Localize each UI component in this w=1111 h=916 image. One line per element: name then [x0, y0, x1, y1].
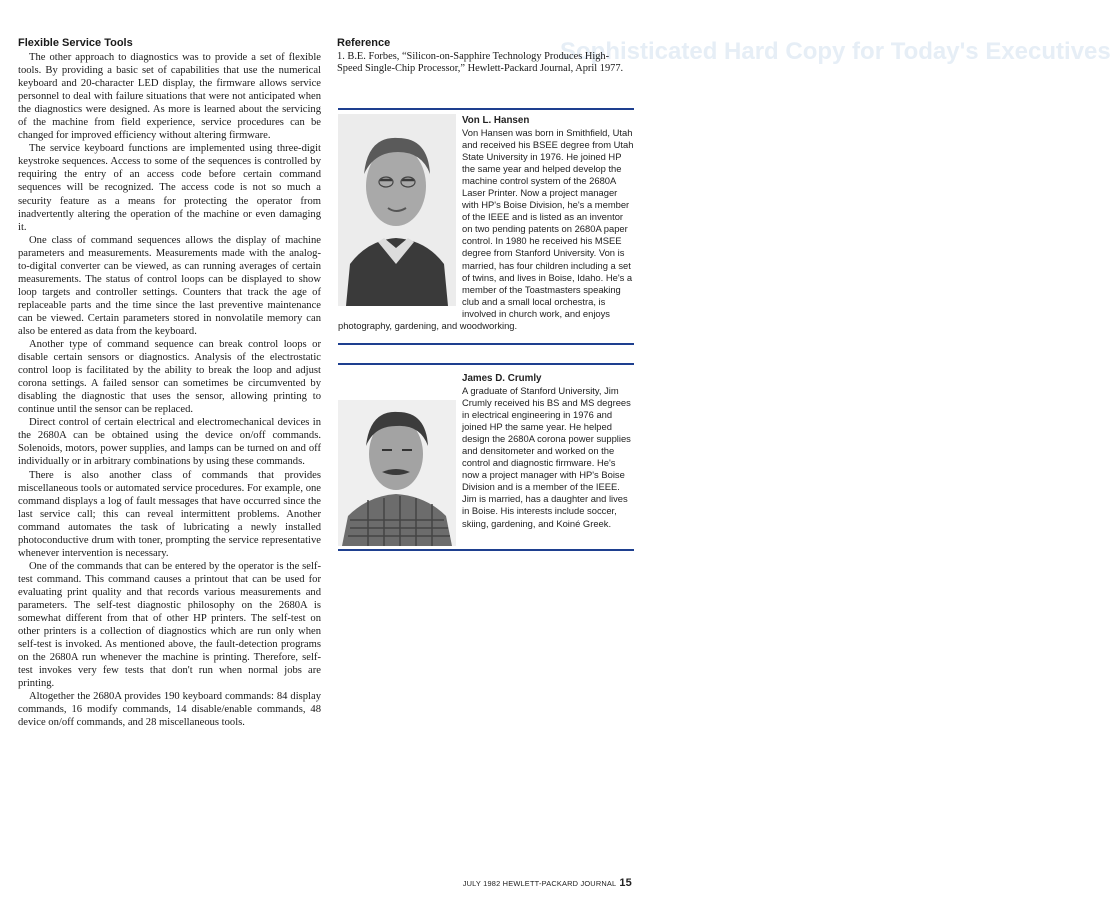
reference-heading: Reference: [337, 37, 391, 49]
author-bio-hansen: [338, 114, 634, 332]
author-photo: [338, 400, 456, 546]
author-name: James D. Crumly: [462, 373, 542, 384]
author-photo: [338, 114, 456, 306]
author-name: Von L. Hansen: [462, 115, 530, 126]
author-bio-crumly: [338, 372, 634, 548]
paragraph: The other approach to diagnostics was to provide a set of flexible tools. By providing a basic set of capabilities that use the numerical keyboard and 20-character LED display, the firmware allows service personnel to deal with failure situations that were not anticipated when the diagnostics were designed. As more is learned about the servicing of the machine from field experience, service procedures can be changed for improved efficiency without altering firmware.: [18, 52, 321, 142]
paragraph: The service keyboard functions are implemented using three-digit keystroke sequences. Access to some of the sequences is controlled by requiring the entry of an access code before certain command sequences will be recognized. The access code is not so much a security feature as a means for protecting the operator from inadvertently altering the operation of the machine or even damaging it.: [18, 143, 321, 233]
paragraph: One class of command sequences allows the display of machine parameters and measurements. Measurements made with the analog-to-digital converter can be viewed, as can running averages of certain measurements. The status of control loops can be displayed to show loop targets and controller settings. Counters that track the age of replaceable parts and the time since the last preventive maintenance can be viewed. Certain parameters stored in nonvolatile memory can also be entered as data from the keyboard.: [18, 234, 321, 337]
reference-text: 1. B.E. Forbes, “Silicon-on-Sapphire Technology Produces High-Speed Single-Chip Processor,” Hewlett-Packard Journal, April 1977.: [337, 50, 624, 75]
paragraph: One of the commands that can be entered by the operator is the self-test command. This command causes a printout that can be used for evaluating print quality and that records various measurements and parameters. The self-test diagnostic philosophy on the 2680A is somewhat different from that of other HP printers. The self-test on other printers is a collection of diagnostics which are run only when self-test is invoked. As mentioned above, the fault-detection programs on the 2680A run whenever the machine is printing. Therefore, self-test invokes very few tests that don't run when normal jobs are printing.: [18, 560, 321, 690]
page-number: 15: [619, 877, 632, 889]
author-bio-text: A graduate of Stanford University, Jim Crumly received his BS and MS degrees in electrical engineering in 1976 and joined HP the same year. He helped design the 2680A corona power supplies and densitometer and worked on the control and diagnostic firmware. He's now a project manager with HP's Boise Division and is a member of the IEEE. Jim is married, has a daughter and lives in Boise. His interests include soccer, skiing, gardening, and Koiné Greek.: [462, 385, 631, 529]
author-bio-text: Von Hansen was born in Smithfield, Utah and received his BSEE degree from Utah State University in 1976. He joined HP the same year and helped develop the machine control system of the 2680A Laser Printer. Now a project manager with HP's Boise Division, he's a member of the IEEE and is listed as an inventor on two pending patents on 2680A paper control. In 1980 he received his MSEE degree from Stanford University. Von is married, has four children including a set of twins, and lives in Boise, Idaho. He's a member of the Toastmasters speaking club and a small local orchestra, is involved in church work, and enjoys photography, gardening, and woodworking.: [338, 127, 634, 331]
portrait-image: [338, 114, 456, 306]
section-heading: Flexible Service Tools: [18, 37, 133, 49]
footer-journal: JULY 1982 HEWLETT-PACKARD JOURNAL: [462, 879, 617, 888]
page-footer: [463, 877, 632, 889]
background-banner: Sophisticated Hard Copy for Today's Executives: [560, 38, 1111, 65]
paragraph: Direct control of certain electrical and electromechanical devices in the 2680A can be obtained using the device on/off commands. Solenoids, motors, power supplies, and lamps can be turned on and off individually or in arbitrary combinations by using these commands.: [18, 417, 321, 468]
section-rule: [338, 549, 634, 551]
section-rule: [338, 363, 634, 365]
paragraph: There is also another class of commands that provides miscellaneous tools or automated service procedures. For example, one command displays a log of fault messages that have occurred since the last service call; this can reveal intermittent problems. Another command automates the task of lubricating a newly installed photoconductive drum with toner, prompting the service representative whenever intervention is necessary.: [18, 469, 321, 559]
section-rule: [338, 343, 634, 345]
paragraph: Altogether the 2680A provides 190 keyboard commands: 84 display commands, 16 modify commands, 14 disable/enable commands, 48 device on/off commands, and 28 miscellaneous tools.: [18, 691, 321, 729]
section-rule: [338, 108, 634, 110]
article-column: [18, 37, 321, 729]
portrait-image: [338, 400, 456, 546]
reference-section: [337, 37, 633, 76]
paragraph: Another type of command sequence can break control loops or disable certain sensors or diagnostics. Analysis of the electrostatic control loop is facilitated by the ability to break the loop and adjust corona settings. A failed sensor can sometimes be circumvented by disabling the diagnostic that uses the sensor, allowing printing to continue until the sensor can be replaced.: [18, 339, 321, 416]
